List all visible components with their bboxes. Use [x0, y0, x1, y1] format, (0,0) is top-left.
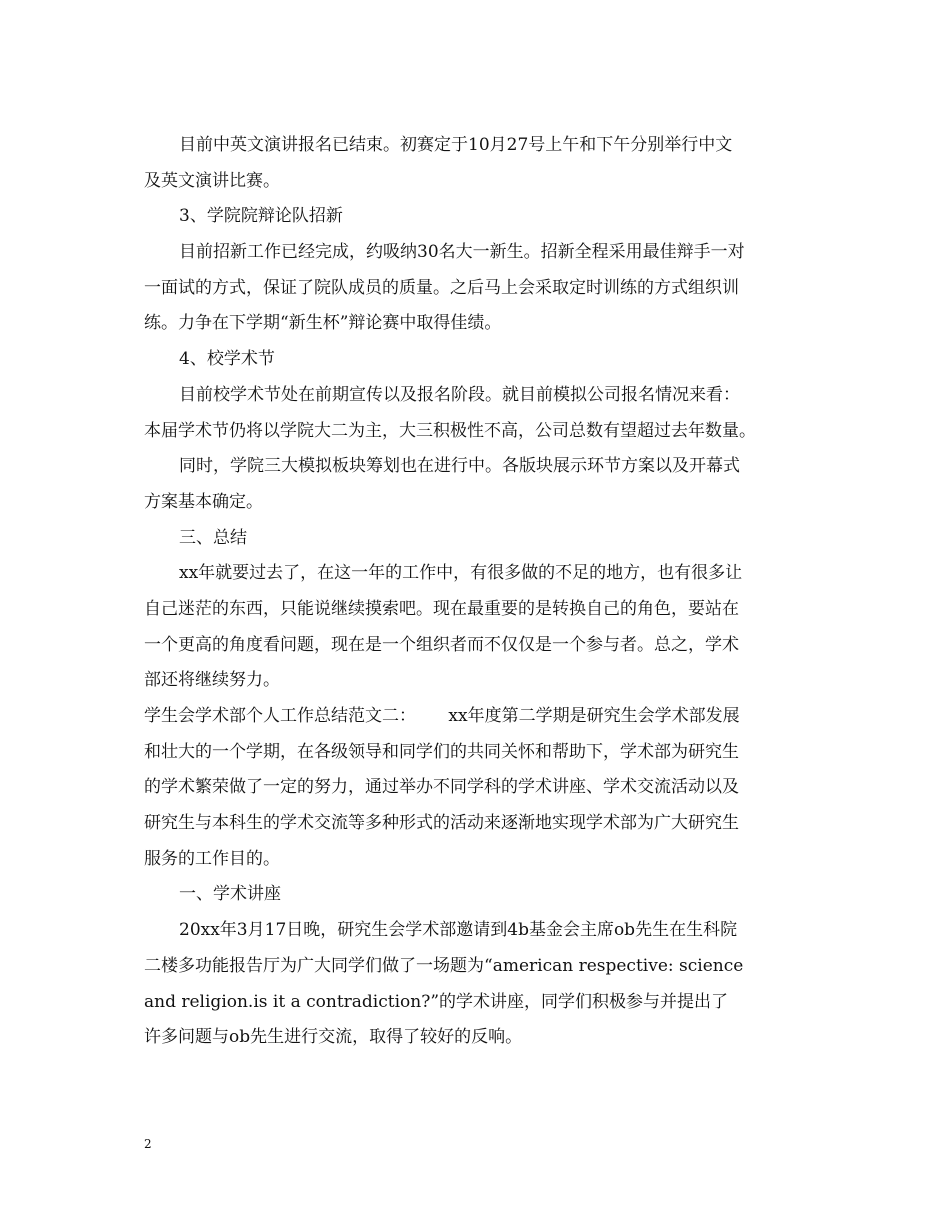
page-number: 2: [144, 1137, 152, 1151]
section-heading: 三、总结: [179, 527, 247, 548]
paragraph-line: 和壮大的一个学期，在各级领导和同学们的共同关怀和帮助下，学术部为研究生: [144, 741, 739, 762]
paragraph-line: 一面试的方式，保证了院队成员的质量。之后马上会采取定时训练的方式组织训: [144, 277, 739, 298]
section-heading: 一、学术讲座: [179, 884, 281, 905]
paragraph-line: 许多问题与ob先生进行交流，取得了较好的反响。: [144, 1027, 523, 1048]
paragraph-line: 20xx年3月17日晚，研究生会学术部邀请到4b基金会主席ob先生在生科院: [179, 920, 738, 941]
paragraph-line: 目前招新工作已经完成，约吸纳30名大一新生。招新全程采用最佳辩手一对: [179, 242, 745, 263]
paragraph-line: 本届学术节仍将以学院大二为主，大三积极性不高，公司总数有望超过去年数量。: [144, 420, 756, 441]
paragraph-line: 二楼多功能报告厅为广大同学们做了一场题为“american respective: science: [144, 955, 744, 976]
paragraph-line: 研究生与本科生的学术交流等多种形式的活动来逐渐地实现学术部为广大研究生: [144, 813, 739, 834]
paragraph-line: 目前校学术节处在前期宣传以及报名阶段。就目前模拟公司报名情况来看：: [179, 384, 740, 405]
paragraph-line: 同时，学院三大模拟板块筹划也在进行中。各版块展示环节方案以及开幕式: [179, 456, 740, 477]
paragraph-line: 及英文演讲比赛。: [144, 170, 280, 191]
paragraph-line: 方案基本确定。: [144, 491, 263, 512]
paragraph-line: and religion.is it a contradiction?”的学术讲座，同学们积极参与并提出了: [144, 991, 729, 1012]
paragraph-line: 学生会学术部个人工作总结范文二： xx年度第二学期是研究生会学术部发展: [144, 706, 740, 726]
document-body: [144, 128, 814, 1056]
paragraph-line: 部还将继续努力。: [144, 670, 280, 691]
paragraph-line: 练。力争在下学期“新生杯”辩论赛中取得佳绩。: [144, 313, 502, 334]
paragraph-line: 一个更高的角度看问题，现在是一个组织者而不仅仅是一个参与者。总之，学术: [144, 634, 739, 655]
section-heading: 4、校学术节: [179, 349, 275, 370]
paragraph-line: 的学术繁荣做了一定的努力，通过举办不同学科的学术讲座、学术交流活动以及: [144, 777, 739, 798]
paragraph-line: xx年就要过去了，在这一年的工作中，有很多做的不足的地方，也有很多让: [179, 563, 743, 584]
section-heading: 3、学院院辩论队招新: [179, 206, 343, 227]
paragraph-line: 服务的工作目的。: [144, 848, 280, 869]
paragraph-line: 自己迷茫的东西，只能说继续摸索吧。现在最重要的是转换自己的角色，要站在: [144, 598, 739, 619]
paragraph-line: 目前中英文演讲报名已结束。初赛定于10月27号上午和下午分别举行中文: [179, 135, 733, 155]
